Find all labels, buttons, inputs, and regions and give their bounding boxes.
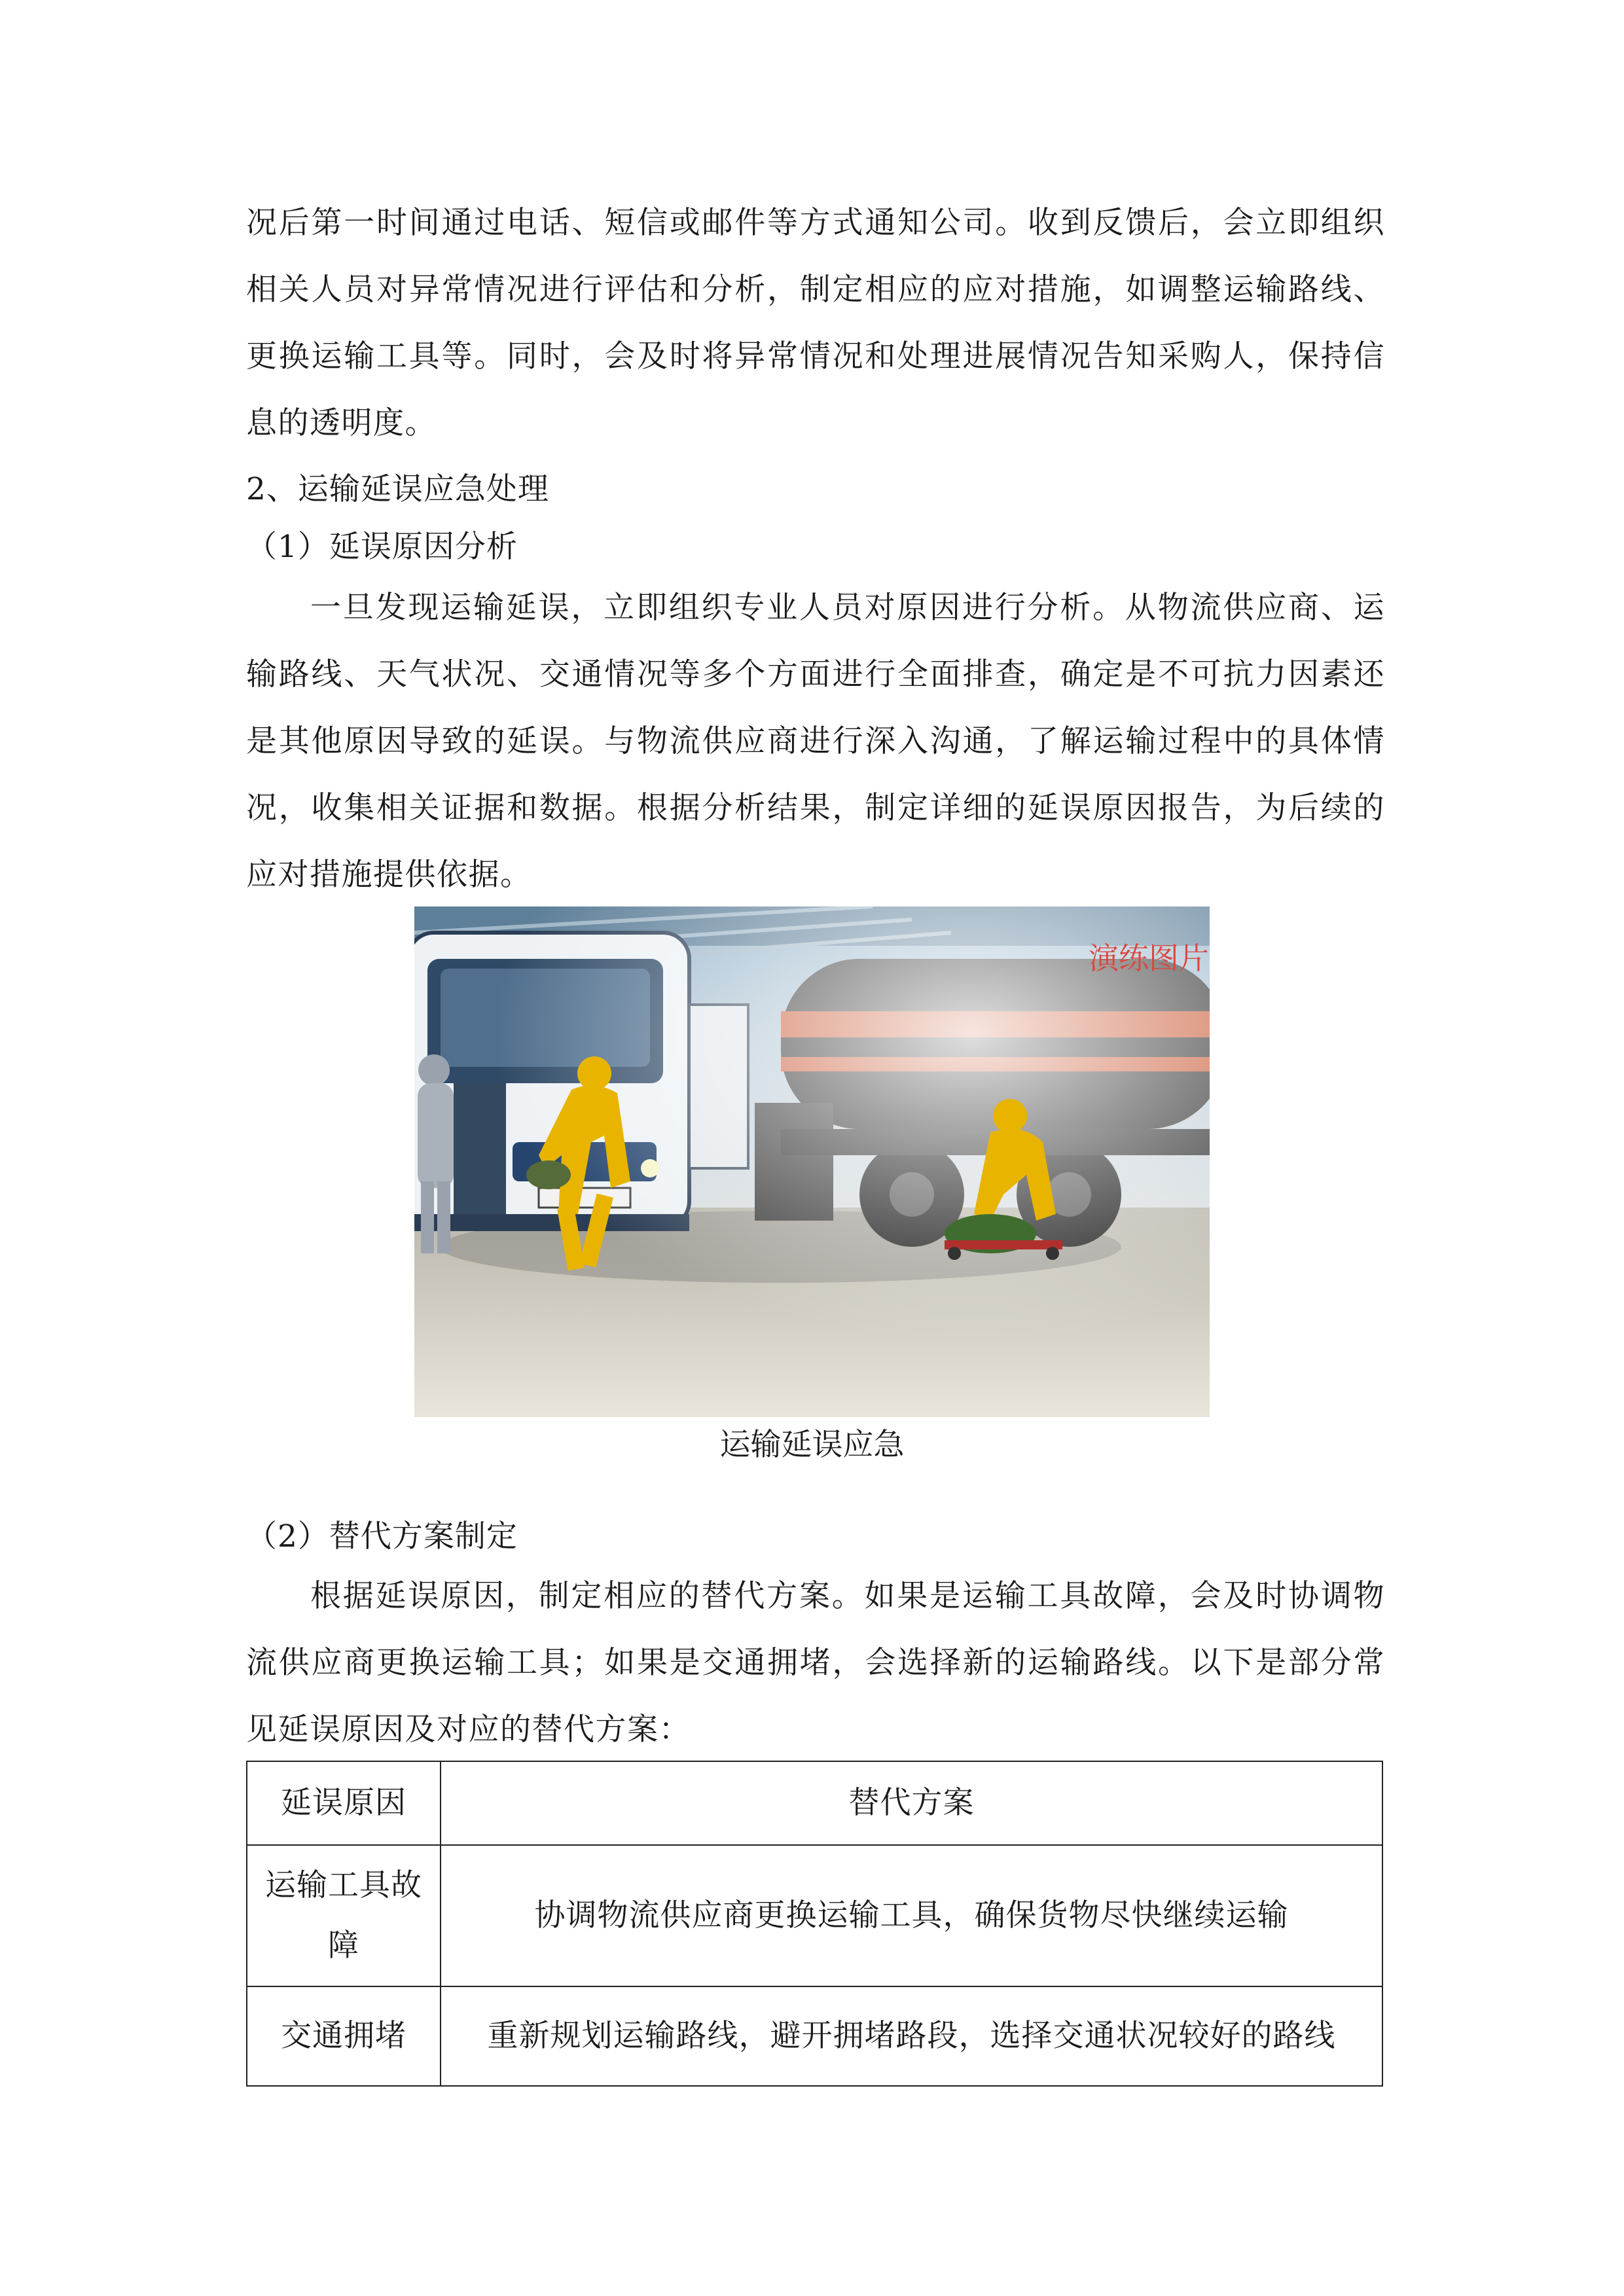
figure-caption: 运输延误应急 [719,1427,905,1463]
table-header-solution: 替代方案 [441,1761,1382,1845]
subsection-2-heading: （2）替代方案制定 [246,1518,518,1554]
table-row [247,1845,1382,1986]
drill-photo [414,906,1210,1417]
table-header-row [247,1761,1382,1845]
table-header-reason: 延误原因 [247,1761,441,1845]
subsection-1-body: 一旦发现运输延误，立即组织专业人员对原因进行分析。从物流供应商、运输路线、天气状况、交通情况等多个方面进行全面排查，确定是不可抗力因素还是其他原因导致的延误。与物流供应商进行深入沟通，了解运输过程中的具体情况，收集相关证据和数据。根据分析结果，制定详细的延误原因报告，为后续的应对措施提供依据。 [246,590,1385,893]
intro-paragraph: 况后第一时间通过电话、短信或邮件等方式通知公司。收到反馈后，会立即组织相关人员对异常情况进行评估和分析，制定相应的应对措施，如调整运输路线、更换运输工具等。同时，会及时将异常情况和处理进展情况告知采购人，保持信息的透明度。 [246,205,1385,441]
table-cell-reason: 运输工具故障 [247,1845,441,1986]
table-cell-solution: 重新规划运输路线，避开拥堵路段，选择交通状况较好的路线 [441,1986,1382,2086]
drill-photo-illustration [414,906,1210,1417]
table-cell-reason: 交通拥堵 [247,1986,441,2086]
section-heading: 2、运输延误应急处理 [246,471,549,507]
delay-reasons-table [246,1761,1383,2087]
subsection-2-body: 根据延误原因，制定相应的替代方案。如果是运输工具故障，会及时协调物流供应商更换运输工具；如果是交通拥堵，会选择新的运输路线。以下是部分常见延误原因及对应的替代方案： [246,1578,1385,1748]
table-cell-solution: 协调物流供应商更换运输工具，确保货物尽快继续运输 [441,1845,1382,1986]
watermark-text: 演练图片 [1089,941,1209,976]
table-row [247,1986,1382,2086]
subsection-1-heading: （1）延误原因分析 [246,529,518,565]
